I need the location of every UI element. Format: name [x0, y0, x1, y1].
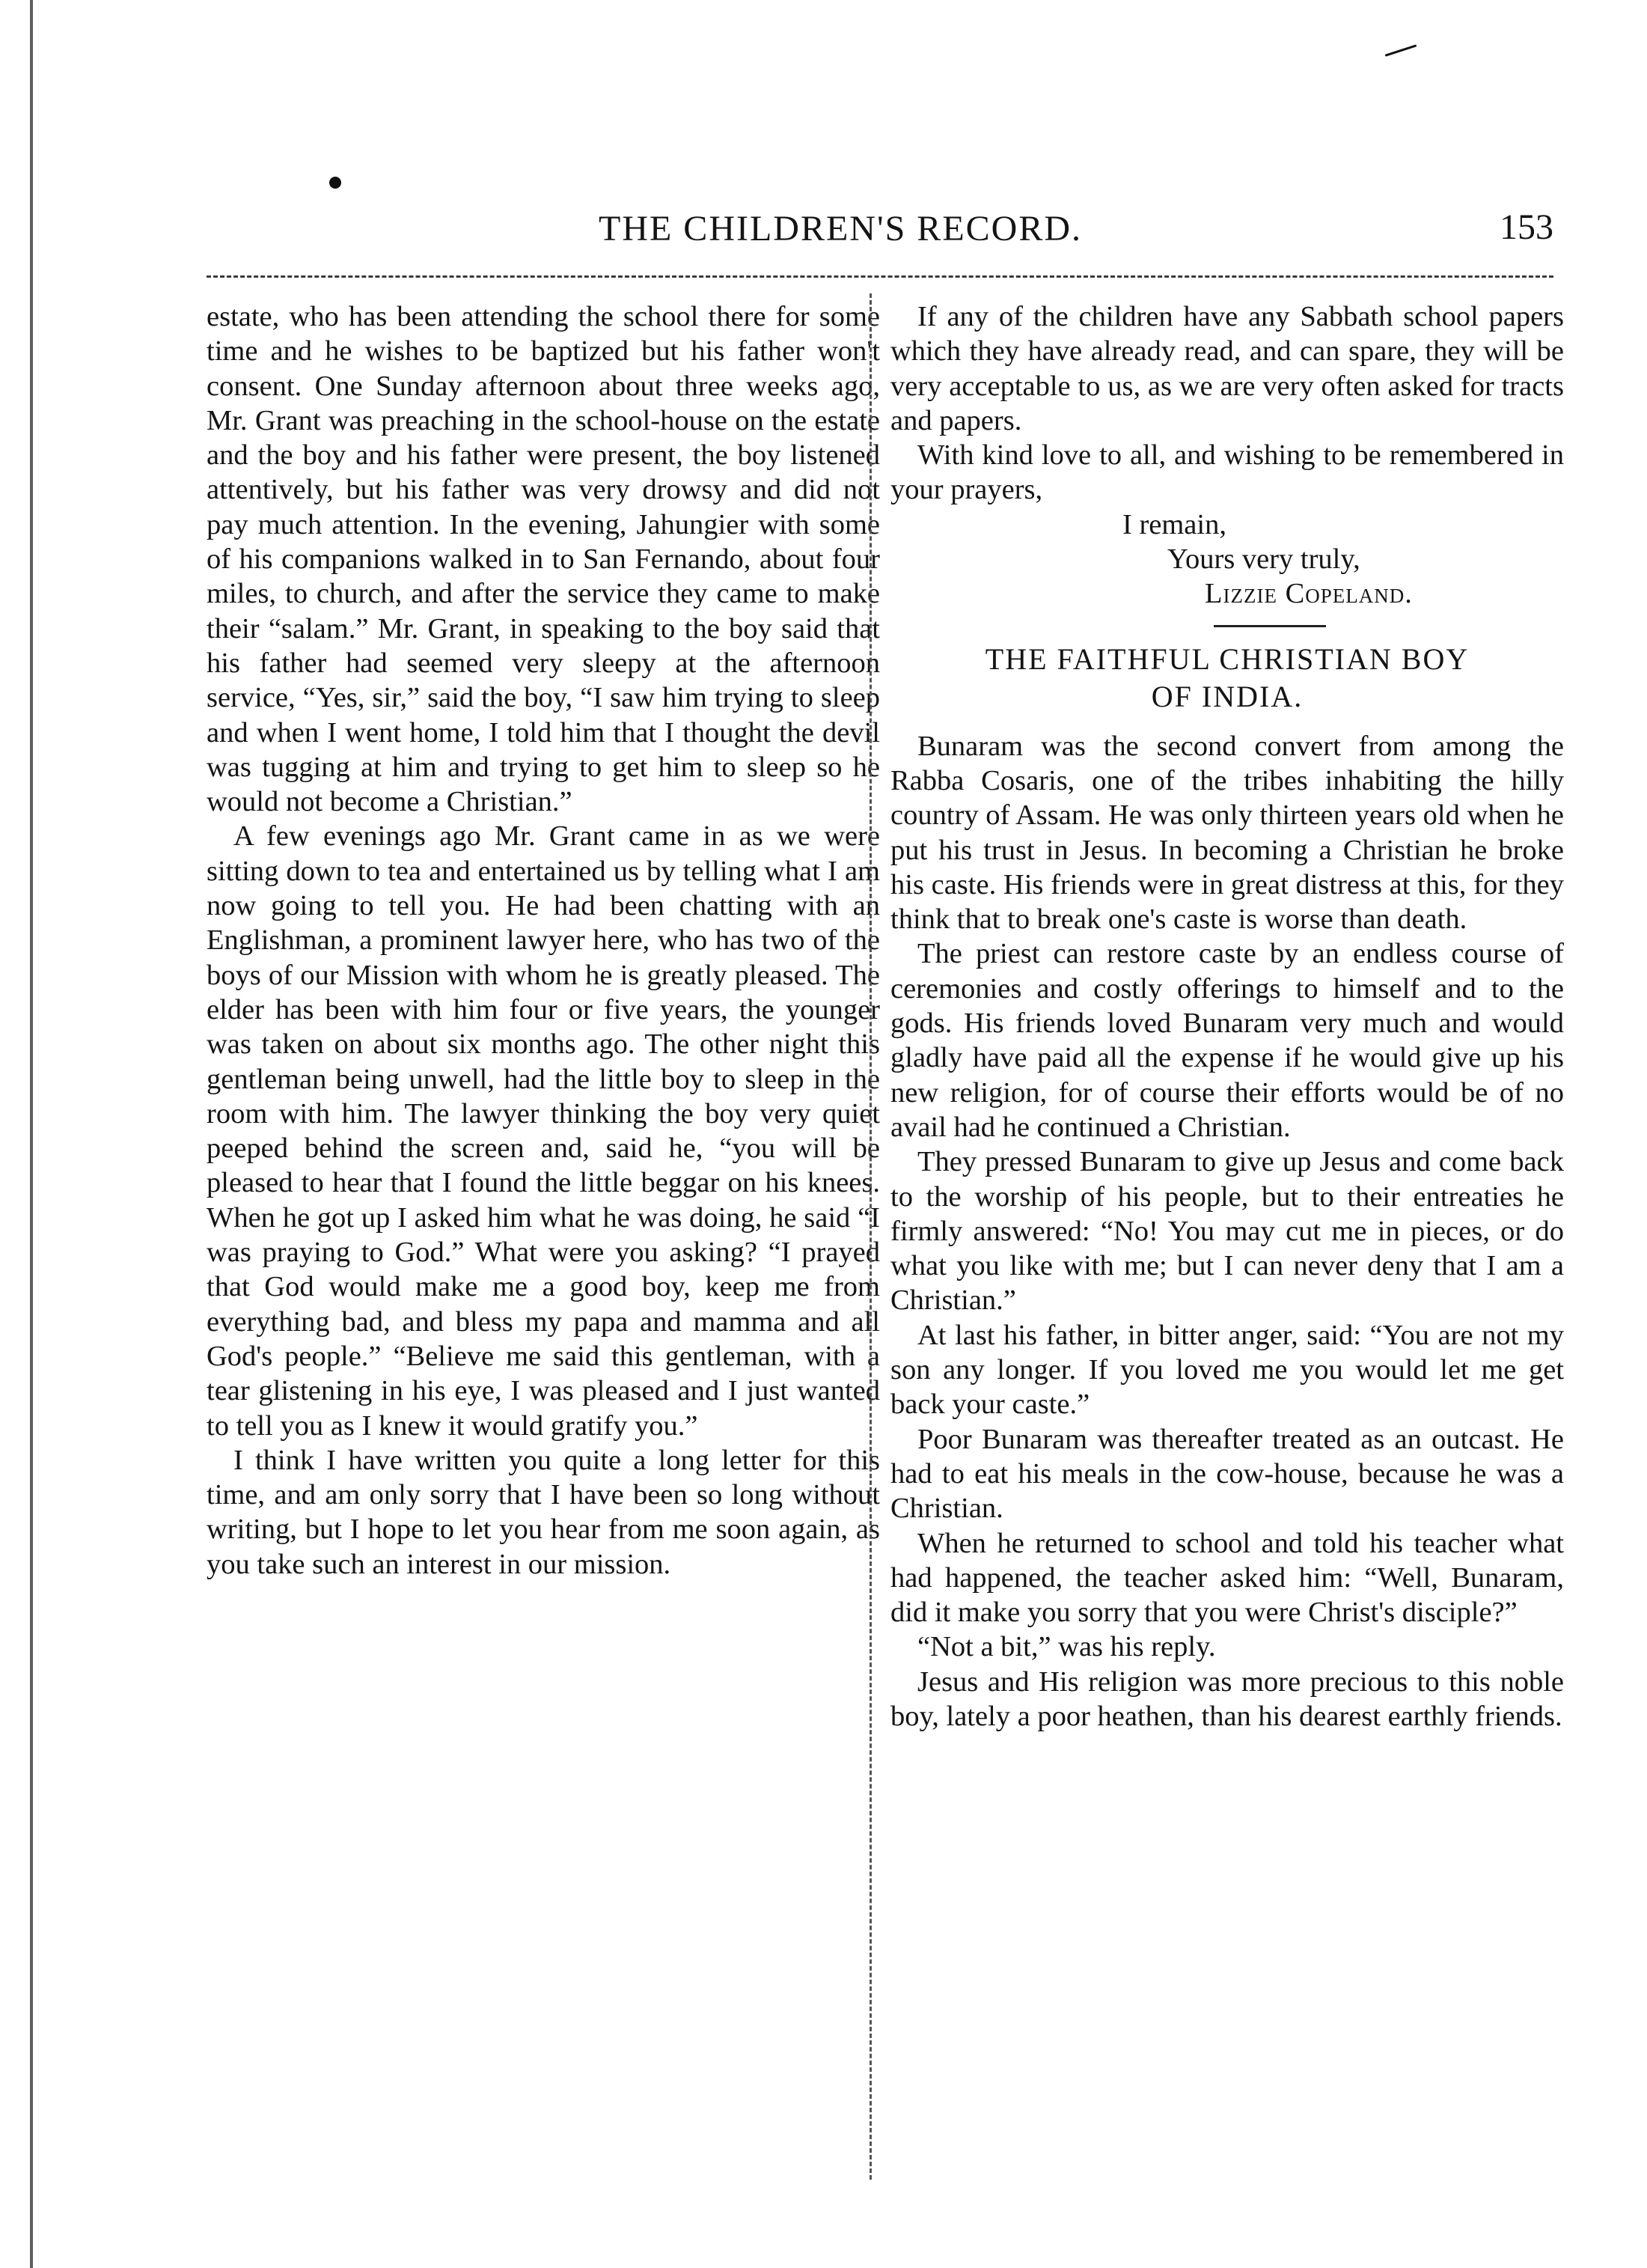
paragraph: Bunaram was the second convert from among the Rabba Cosaris, one of the tribes inhabiting the hilly country of Assam. He was only thirteen years old when he put his trust in Jesus. In becoming a Christian he broke his caste. His friends were in great distress at this, for they think that to break one's caste is worse than death.	[890, 730, 1564, 936]
paragraph: Poor Bunaram was thereafter treated as an outcast. He had to eat his meals in the cow-house, because he was a Christian.	[890, 1423, 1564, 1525]
scan-left-edge-line	[30, 0, 33, 2268]
page-number: 153	[1500, 207, 1553, 247]
closing-line: I remain,	[1122, 508, 1226, 540]
paragraph: When he returned to school and told his teacher what had happened, the teacher asked him: “Well, Bunaram, did it make you sorry that you were Christ's disciple?”	[890, 1527, 1564, 1629]
article-title-line: OF INDIA.	[1151, 679, 1304, 713]
paragraph: With kind love to all, and wishing to be remembered in your prayers,	[890, 439, 1564, 506]
paragraph: estate, who has been attending the school there for some time and he wishes to be baptized but his father won't consent. One Sunday afternoon about three weeks ago, Mr. Grant was preaching in the school-house on the estate and the boy and his father were present, the boy listened attentively, but his father was very drowsy and did not pay much attention. In the evening, Jahungier with some of his companions walked in to San Fernando, about four miles, to church, and after the service they came to make their “salam.” Mr. Grant, in speaking to the boy said that his father had seemed very sleepy at the afternoon service, “Yes, sir,” said the boy, “I saw him trying to sleep and when I went home, I told him that I thought the devil was tugging at him and trying to get him to sleep so he would not become a Christian.”	[207, 301, 880, 818]
left-column	[207, 299, 880, 1582]
section-rule	[1214, 625, 1326, 627]
column-divider	[870, 293, 872, 2180]
page-header	[207, 204, 1553, 257]
header-rule	[207, 275, 1553, 278]
paragraph: Jesus and His religion was more precious to this noble boy, lately a poor heathen, than his dearest earthly friends.	[890, 1665, 1564, 1732]
paragraph: The priest can restore caste by an endless course of ceremonies and costly offerings to himself and to the gods. His friends loved Bunaram very much and would gladly have paid all the expense if he would give up his new religion, for of course their efforts would be of no avail had he continued a Christian.	[890, 938, 1564, 1143]
paragraph: They pressed Bunaram to give up Jesus and come back to the worship of his people, but to their entreaties he firmly answered: “No! You may cut me in pieces, or do what you like with me; but I can never deny that I am a Christian.”	[890, 1146, 1564, 1317]
paragraph: If any of the children have any Sabbath school papers which they have already read, and can spare, they will be very acceptable to us, as we are very often asked for tracts and papers.	[890, 301, 1564, 436]
closing-line: Yours very truly,	[1167, 543, 1360, 576]
paragraph: A few evenings ago Mr. Grant came in as we were sitting down to tea and entertained us by telling what I am now going to tell you. He had been chatting with an Englishman, a prominent lawyer here, who has two of the boys of our Mission with whom he is greatly pleased. The elder has been with him four or five years, the younger was taken on about six months ago. The other night this gentleman being unwell, had the little boy to sleep in the room with him. The lawyer thinking the boy very quiet peeped behind the screen and, said he, “you will be pleased to hear that I found the little beggar on his knees. When he got up I asked him what he was doing, he said “I was praying to God.” What were you asking? “I prayed that God would make me a good boy, keep me from everything bad, and bless my papa and mamma and all God's people.” “Believe me said this gentleman, with a tear glistening in his eye, I was pleased and I just wanted to tell you as I knew it would gratify you.”	[207, 820, 880, 1442]
ink-speck	[1385, 44, 1417, 56]
right-column	[890, 299, 1564, 1734]
signature: Lizzie Copeland.	[1205, 578, 1413, 610]
paragraph: I think I have written you quite a long letter for this time, and am only sorry that I have been so long without writing, but I hope to let you hear from me soon again, as you take such an interest in our mission.	[207, 1444, 880, 1580]
running-title: THE CHILDREN'S RECORD.	[599, 209, 1082, 249]
ink-speck	[329, 177, 341, 189]
letter-closing	[890, 507, 1564, 612]
article-title-line: THE FAITHFUL CHRISTIAN BOY	[985, 641, 1470, 676]
paragraph: At last his father, in bitter anger, said: “You are not my son any longer. If you loved me you would let me get back your caste.”	[890, 1319, 1564, 1421]
article-title	[890, 641, 1564, 716]
paragraph: “Not a bit,” was his reply.	[917, 1631, 1216, 1663]
